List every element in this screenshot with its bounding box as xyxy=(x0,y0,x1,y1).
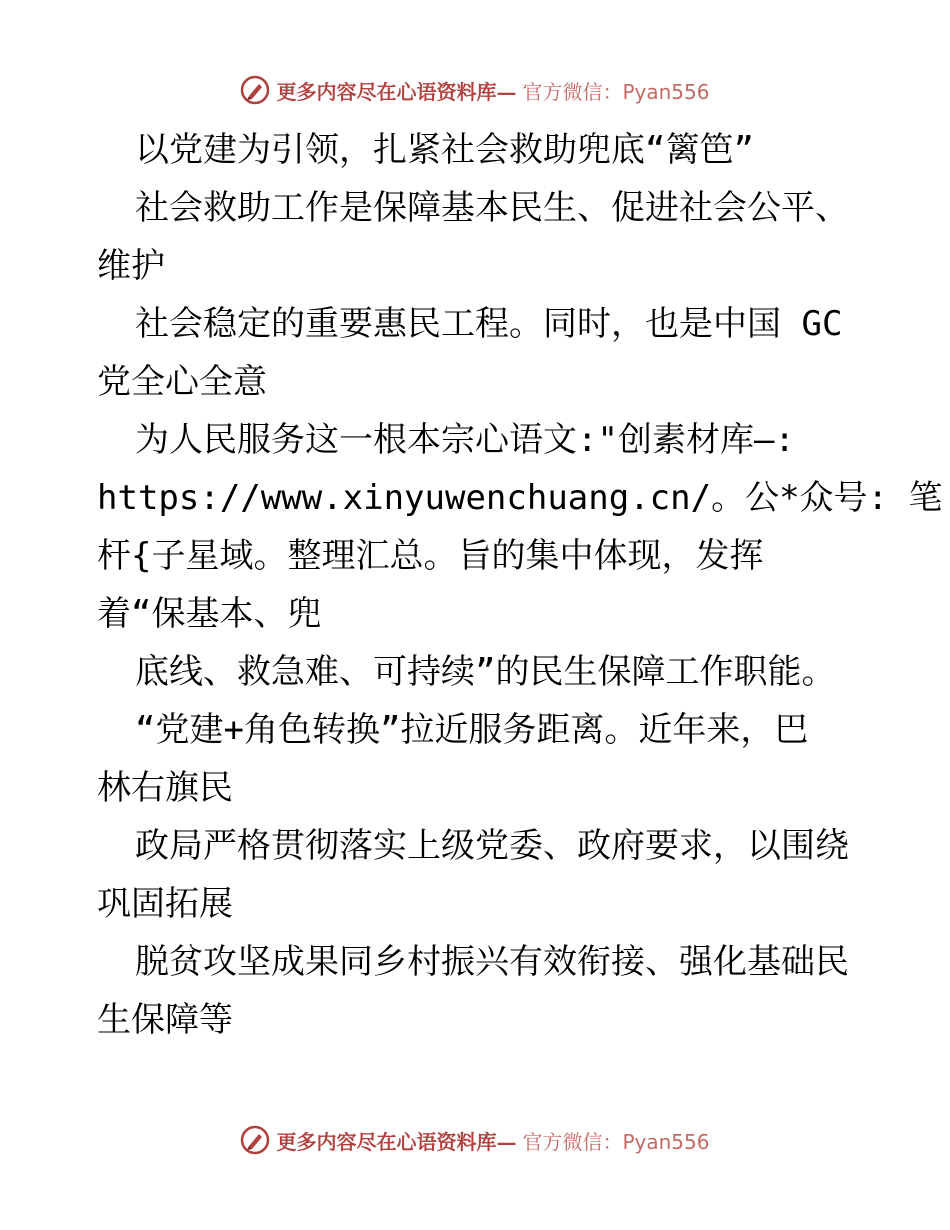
body-line: 以党建为引领，扎紧社会救助兜底“篱笆” xyxy=(135,130,754,170)
body-line: 底线、救急难、可持续”的民生保障工作职能。 xyxy=(135,652,836,692)
pen-logo-icon xyxy=(240,75,270,105)
body-line: 党全心全意 xyxy=(97,362,267,402)
body-line: 脱贫攻坚成果同乡村振兴有效衔接、强化基础民 xyxy=(135,942,849,982)
page-footer xyxy=(0,1120,950,1160)
body-line: 维护 xyxy=(97,246,165,286)
header-contact-text: 官方微信：Pyan556 xyxy=(522,79,710,104)
page-header xyxy=(0,70,950,110)
body-line: 着“保基本、兜 xyxy=(97,594,322,634)
footer-contact-text: 官方微信：Pyan556 xyxy=(522,1129,710,1154)
body-line: https://www.xinyuwenchuang.cn/。公*众号: 笔 xyxy=(97,478,943,518)
header-brand xyxy=(240,75,709,105)
body-line: 为人民服务这一根本宗心语文:"创素材库—: xyxy=(135,420,795,460)
body-line: 杆{子星域。整理汇总。旨的集中体现，发挥 xyxy=(97,536,764,576)
body-line: 社会救助工作是保障基本民生、促进社会公平、 xyxy=(135,188,849,228)
header-brand-text: 更多内容尽在心语资料库— xyxy=(276,79,517,104)
body-line: 政局严格贯彻落实上级党委、政府要求，以围绕 xyxy=(135,826,849,866)
footer-brand xyxy=(240,1125,709,1155)
body-line: 社会稳定的重要惠民工程。同时，也是中国 GC xyxy=(135,304,843,344)
document-body xyxy=(97,121,943,1049)
pen-logo-icon xyxy=(240,1125,270,1155)
footer-brand-text: 更多内容尽在心语资料库— xyxy=(276,1129,517,1154)
body-line: 巩固拓展 xyxy=(97,884,233,924)
body-line: “党建+角色转换”拉近服务距离。近年来，巴 xyxy=(135,710,809,750)
body-line: 林右旗民 xyxy=(97,768,233,808)
body-line: 生保障等 xyxy=(97,1000,233,1040)
